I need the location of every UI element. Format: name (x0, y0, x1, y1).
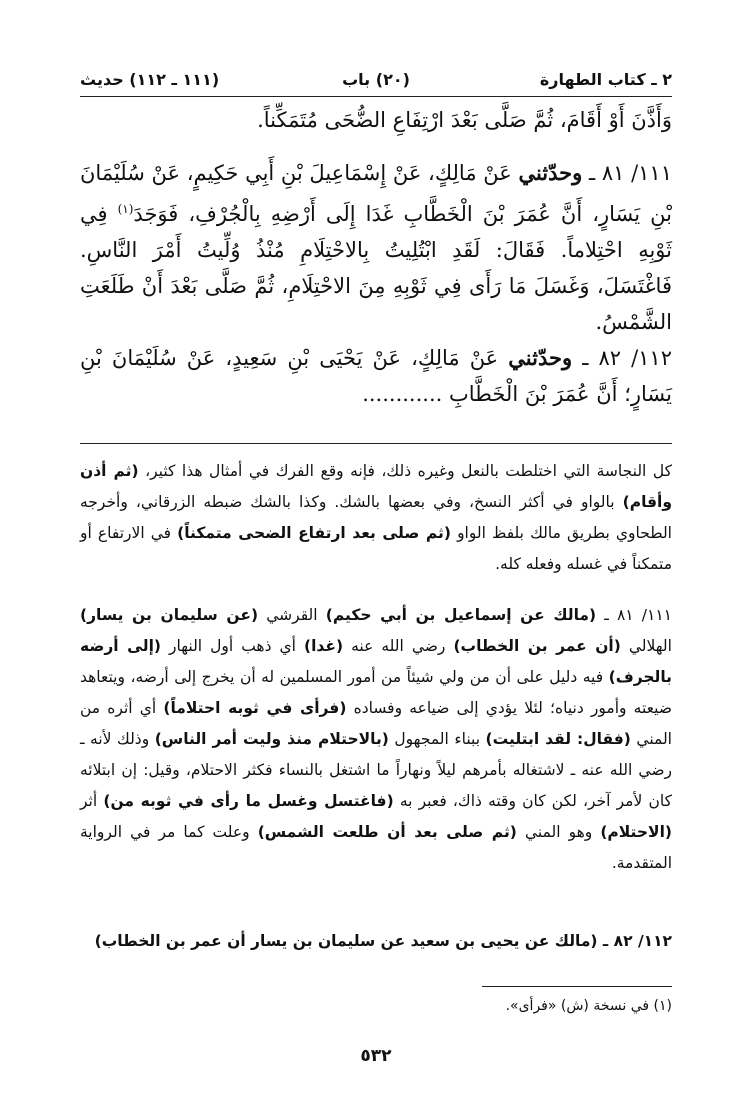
hadith-111-text-b: فِي ثَوْبِهِ احْتِلاماً. فَقَالَ: لَقَدِ ابْتُلِيتُ بِالاحْتِلَامِ مُنْذُ وُلِّيتُ أَمْرَ النَّاسِ. فَاغْتَسَلَ، وَغَسَلَ مَا رَأَى فِي ثَوْبِهِ مِنَ الاحْتِلَامِ، ثُمَّ صَلَّى بَعْدَ أَنْ طَلَعَتِ الشَّمْسُ. (80, 202, 672, 334)
hadith-111-haddathani: وحدّثني (518, 160, 583, 185)
commentary-paragraph-1 (80, 456, 672, 580)
hadith-112 (80, 340, 672, 412)
section-divider (80, 443, 672, 444)
commentary-text: وهو المني (524, 823, 593, 841)
header-hadith-range: (١١١ ـ ١١٢) حديث (80, 70, 220, 89)
footnote-marker: (١) (117, 202, 134, 216)
commentary-quote: (فقال: لقد ابتليت) (485, 730, 631, 748)
footnote: (١) في نسخة (ش) «فرأى». (505, 998, 672, 1014)
commentary-text: رضي الله عنه (351, 637, 446, 655)
commentary-text: كل النجاسة التي اختلطت بالنعل وغيره ذلك، فإنه وقع الفرك في أمثال هذا كثير، (145, 462, 672, 480)
commentary-quote: (أن عمر بن الخطاب) (453, 637, 621, 655)
commentary-text: أي أثره من المني (80, 699, 672, 748)
page-number: ٥٣٢ (360, 1046, 392, 1066)
commentary-quote: (ثم أذن وأقام) (80, 462, 672, 511)
commentary-quote: (مالك عن إسماعيل بن أبي حكيم) (325, 606, 597, 624)
commentary-paragraph-3 (80, 926, 672, 957)
hadith-continuation: وَأَذَّنَ أَوْ أَقَامَ، ثُمَّ صَلَّى بَعْدَ ارْتِفَاعِ الضُّحَى مُتَمَكِّناً. (257, 108, 672, 132)
commentary-heading-112: ١١٢/ ٨٢ ـ (مالك عن يحيى بن سعيد عن سليمان بن يسار أن عمر بن الخطاب) (94, 932, 672, 950)
running-header (80, 66, 672, 94)
commentary-quote: (فاغتسل وغسل ما رأى في ثوبه من) (103, 792, 394, 810)
commentary-quote: (بالاحتلام منذ وليت أمر الناس) (154, 730, 389, 748)
header-book-title: ٢ ـ كتاب الطهارة (539, 70, 672, 89)
commentary-text: أي ذهب أول النهار (169, 637, 296, 655)
commentary-number: ١١١/ ٨١ ـ (604, 606, 672, 624)
hadith-112-number: ١١٢/ ٨٢ ـ (582, 346, 672, 370)
commentary-text: بالواو في أكثر النسخ، وفي بعضها بالشك. وكذا بالشك ضبطه الزرقاني، وأخرجه الطحاوي بطريق مالك بلفظ الواو (80, 493, 672, 542)
hadith-111-text-a: عَنْ مَالِكٍ، عَنْ إِسْمَاعِيلَ بْنِ أَبِي حَكِيمٍ، عَنْ سُلَيْمَانَ بْنِ يَسَارٍ، أَنَّ عُمَرَ بْنَ الْخَطَّابِ غَدَا إِلَى أَرْضِهِ بِالْجُرْفِ، فَوَجَدَ (80, 161, 672, 226)
commentary-quote: (الاحتلام) (600, 823, 672, 841)
commentary-quote: (إلى أرضه بالجرف) (80, 637, 673, 686)
footnote-rule (482, 986, 672, 987)
commentary-text: أثر (80, 792, 98, 810)
header-chapter: (٢٠) باب (342, 70, 410, 89)
hadith-112-haddathani: وحدّثني (508, 345, 573, 370)
header-rule (80, 96, 672, 97)
commentary-text: وذلك لأنه ـ رضي الله عنه ـ لاشتغاله بأمرهم ليلاً ونهاراً ما اشتغل بالنساء فكثر الاحتلام، وقيل: إن ابتلائه كان لأمر آخر، لكن كان وقته ذاك، فعبر به (80, 730, 672, 810)
commentary-paragraph-2 (80, 600, 672, 879)
commentary-quote: (ثم صلى بعد ارتفاع الضحى متمكناً) (177, 524, 451, 542)
hadith-111 (80, 155, 672, 340)
commentary-text: القرشي (266, 606, 318, 624)
commentary-quote: (عن سليمان بن يسار) (80, 606, 259, 624)
commentary-quote: (ثم صلى بعد أن طلعت الشمس) (257, 823, 517, 841)
commentary-text: الهلالي (628, 637, 672, 655)
commentary-text: فيه دليل على أن من ولي شيئاً من أمور المسلمين له أن يخرج إلى أرضه، ويتعاهد ضيعته وأمور دنياه؛ لئلا يؤدي إلى ضياعه وفساده (80, 668, 672, 717)
hadith-111-number: ١١١/ ٨١ ـ (588, 161, 672, 185)
commentary-text: وعلت كما مر في الرواية المتقدمة. (80, 823, 672, 872)
hadith-112-text: عَنْ مَالِكٍ، عَنْ يَحْيَى بْنِ سَعِيدٍ، عَنْ سُلَيْمَانَ بْنِ يَسَارٍ؛ أَنَّ عُمَرَ بْنَ الْخَطَّابِ ............ (80, 346, 672, 406)
commentary-text: ببناء المجهول (394, 730, 481, 748)
commentary-quote: (فرأى في ثوبه احتلاماً) (163, 699, 347, 717)
commentary-text: في الارتفاع أو متمكناً في غسله وفعله كله. (80, 524, 672, 573)
commentary-quote: (غدا) (304, 637, 344, 655)
